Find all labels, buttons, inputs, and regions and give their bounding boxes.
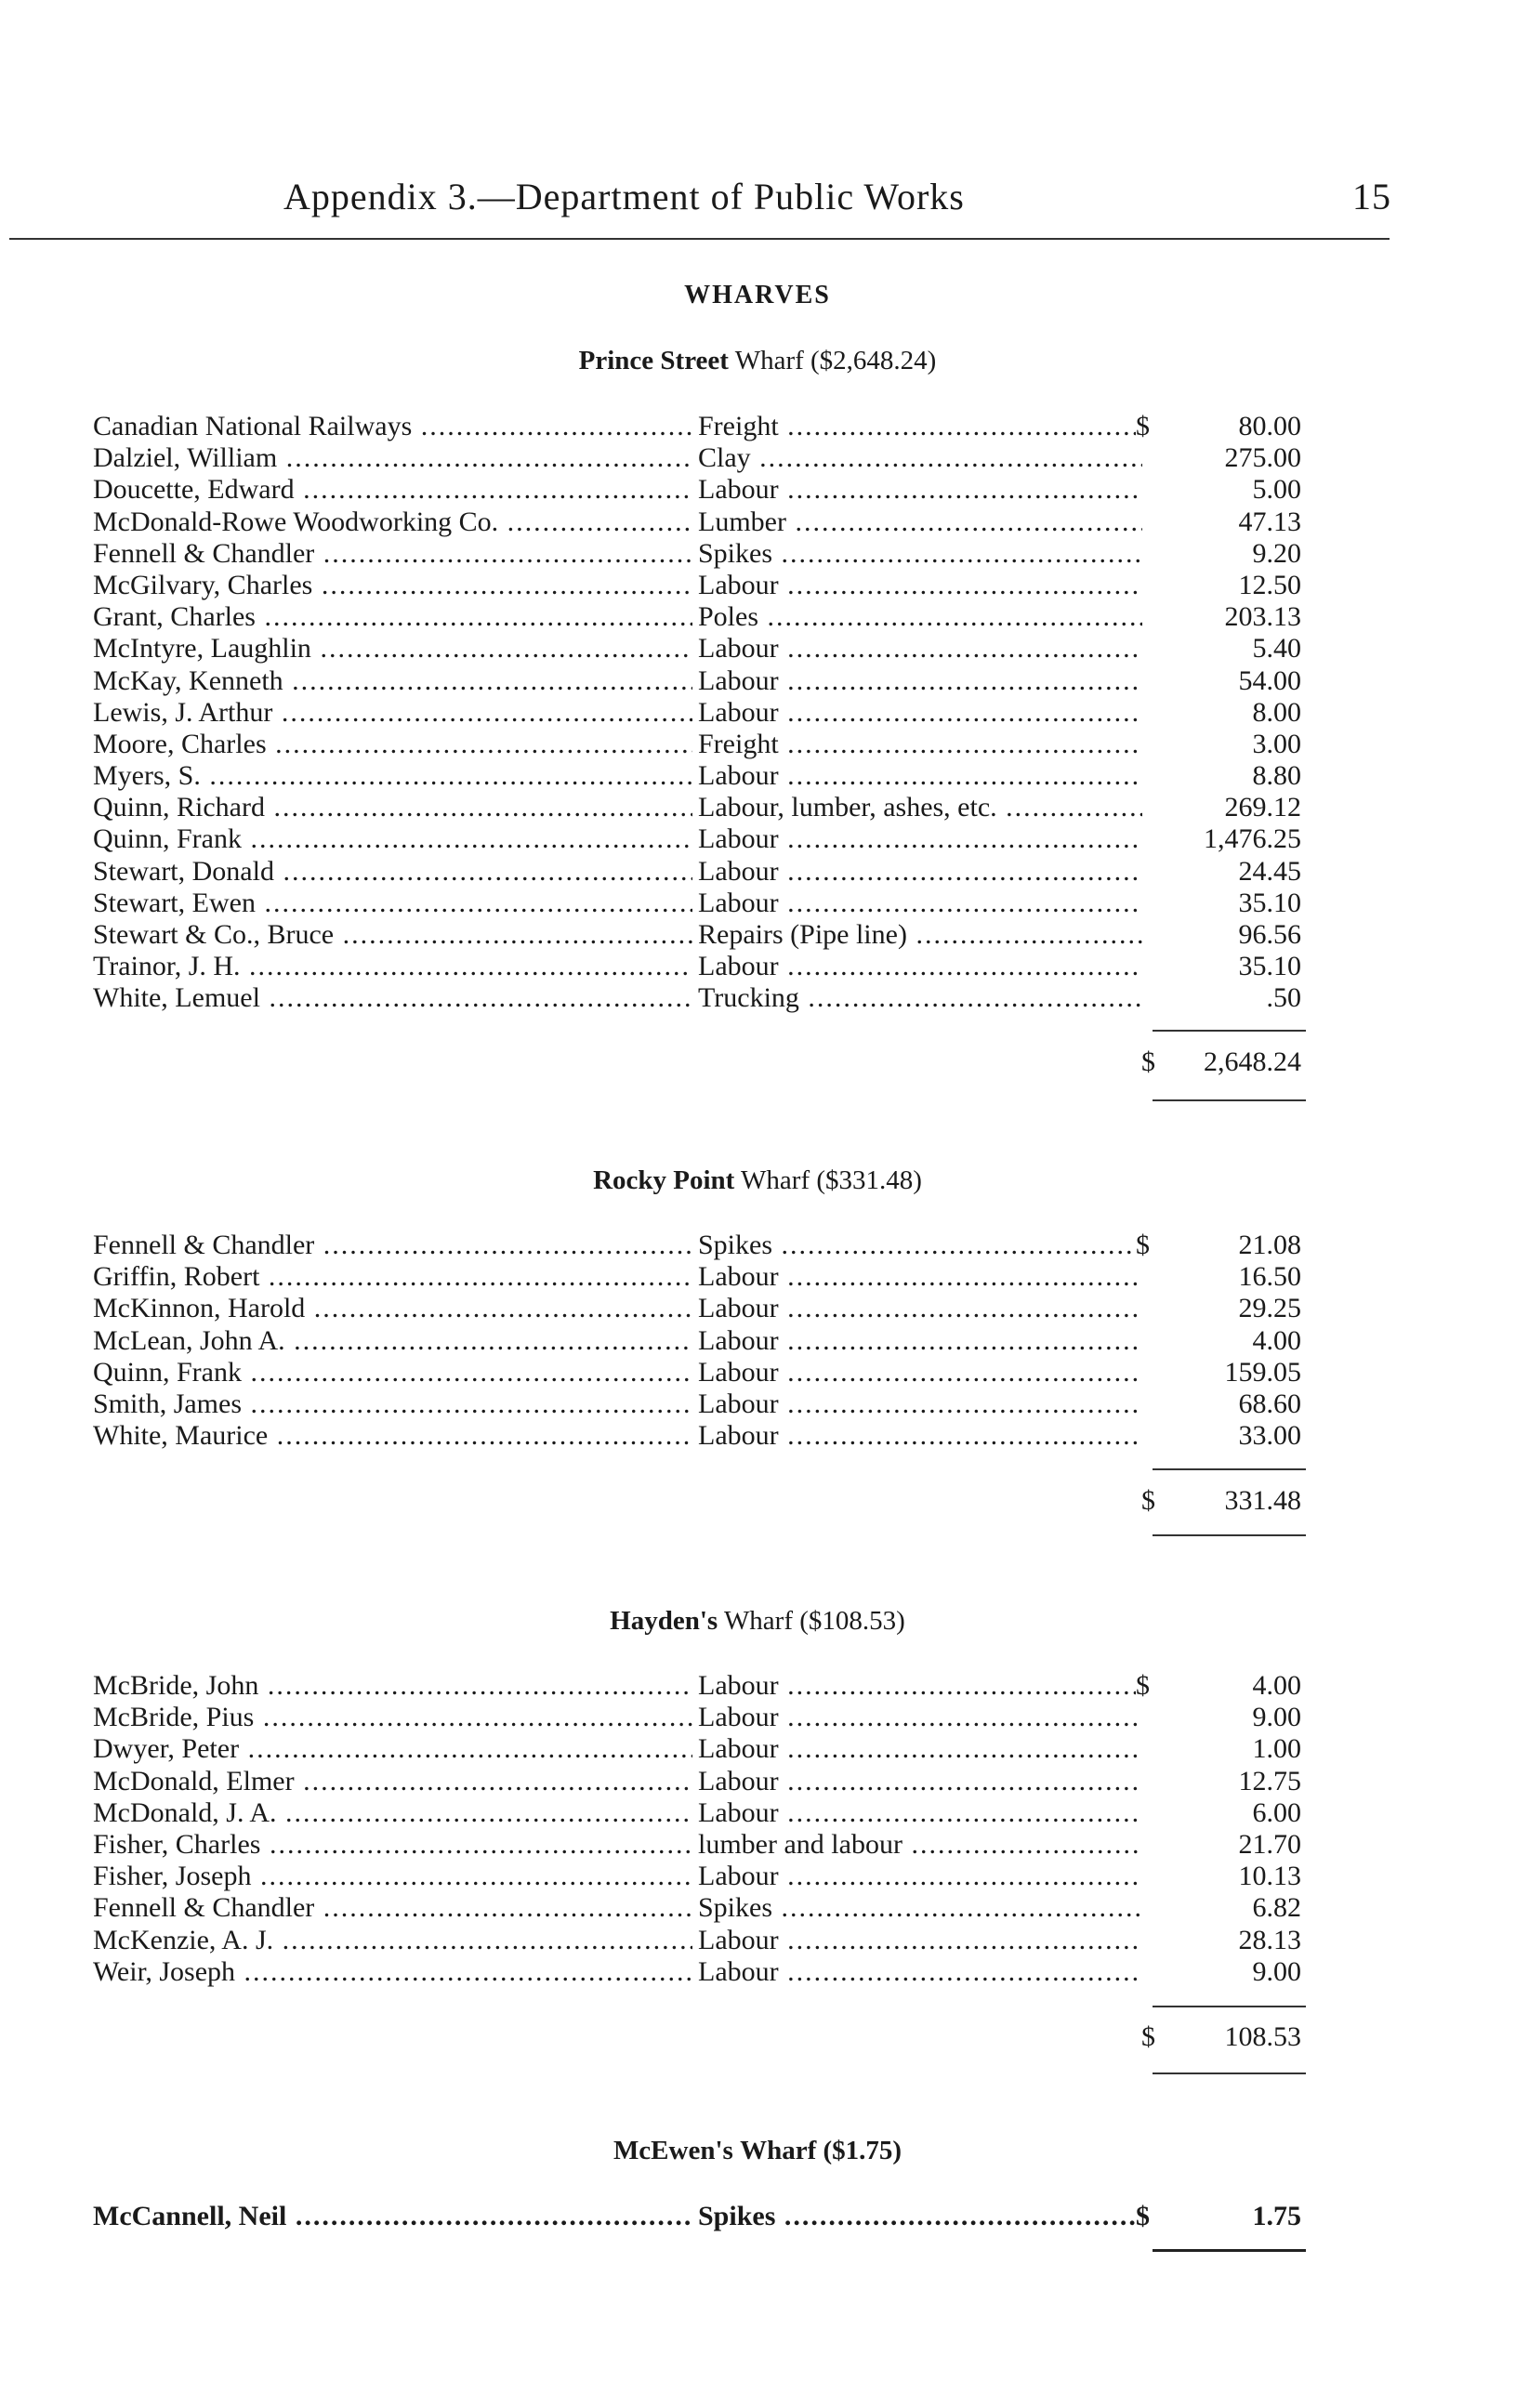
- payee-name: Quinn, Richard .....: [93, 792, 697, 823]
- section-amount: ($331.48): [816, 1165, 922, 1195]
- table-row: [0, 1829, 1515, 1861]
- amount-value: 1,476.25: [1162, 823, 1301, 855]
- table-row: [0, 633, 1515, 665]
- payee-name: McBride, Pius .....: [93, 1702, 697, 1733]
- amount-value: 29.25: [1162, 1293, 1301, 1324]
- amount-value: 1.75: [1162, 2201, 1301, 2232]
- table-row: [0, 2201, 1515, 2232]
- payee-name: White, Lemuel .....: [93, 982, 697, 1014]
- payee-name: McKenzie, A. J. .....: [93, 1925, 697, 1956]
- payee-name: Fisher, Joseph .....: [93, 1861, 697, 1892]
- amount-value: 35.10: [1162, 951, 1301, 982]
- item-description: Freight .....: [692, 411, 1142, 442]
- item-description: Labour .....: [692, 1702, 1142, 1733]
- item-description: Spikes .....: [692, 2201, 1142, 2232]
- payee-name: Myers, S. .....: [93, 760, 697, 792]
- dollar-sign: $: [1136, 411, 1162, 442]
- item-description: Labour .....: [692, 1733, 1142, 1765]
- total-rule: [1153, 1534, 1306, 1536]
- total-amount: 331.48: [1224, 1485, 1301, 1516]
- total-rule: [1153, 1099, 1306, 1101]
- dollar-sign: $: [1141, 1485, 1155, 1516]
- item-description: Labour .....: [692, 1388, 1142, 1420]
- amount-value: 21.08: [1162, 1230, 1301, 1261]
- amount-value: 159.05: [1162, 1357, 1301, 1388]
- amount-value: 6.00: [1162, 1797, 1301, 1829]
- amount-value: 54.00: [1162, 665, 1301, 697]
- payee-name: McDonald, Elmer .....: [93, 1766, 697, 1797]
- item-description: Labour .....: [692, 1766, 1142, 1797]
- item-description: Labour .....: [692, 474, 1142, 506]
- item-description: Labour .....: [692, 570, 1142, 601]
- amount-value: 16.50: [1162, 1261, 1301, 1293]
- item-description: Labour .....: [692, 665, 1142, 697]
- table-row: [0, 474, 1515, 506]
- item-description: lumber and labour .....: [692, 1829, 1142, 1861]
- amount-value: 4.00: [1162, 1670, 1301, 1702]
- item-description: Lumber .....: [692, 507, 1142, 538]
- item-description: Labour .....: [692, 1956, 1142, 1988]
- item-description: Labour .....: [692, 823, 1142, 855]
- item-description: Labour, lumber, ashes, etc. .....: [692, 792, 1142, 823]
- total-amount: 2,648.24: [1204, 1046, 1301, 1077]
- amount-value: 68.60: [1162, 1388, 1301, 1420]
- main-heading: WHARVES: [684, 281, 831, 309]
- amount-value: 28.13: [1162, 1925, 1301, 1956]
- section-title: [0, 1606, 1515, 1637]
- item-description: Labour .....: [692, 1325, 1142, 1357]
- payee-name: White, Maurice .....: [93, 1420, 697, 1452]
- payee-name: McDonald, J. A. .....: [93, 1797, 697, 1829]
- section-total: [1141, 1046, 1301, 1079]
- dollar-sign: $: [1141, 1046, 1155, 1077]
- section-title: [0, 346, 1515, 376]
- subtotal-rule: [1153, 2006, 1306, 2007]
- item-description: Freight .....: [692, 729, 1142, 760]
- amount-value: 203.13: [1162, 601, 1301, 633]
- item-description: Labour .....: [692, 1420, 1142, 1452]
- table-row: [0, 1293, 1515, 1324]
- table-row: [0, 1230, 1515, 1261]
- item-description: Spikes .....: [692, 538, 1142, 570]
- payee-name: Doucette, Edward .....: [93, 474, 697, 506]
- table-row: [0, 823, 1515, 855]
- table-row: [0, 1702, 1515, 1733]
- amount-value: 10.13: [1162, 1861, 1301, 1892]
- payee-name: Grant, Charles .....: [93, 601, 697, 633]
- payee-name: Dwyer, Peter .....: [93, 1733, 697, 1765]
- total-amount: 108.53: [1224, 2021, 1301, 2052]
- subtotal-rule: [1153, 1030, 1306, 1032]
- section-total: [1141, 2020, 1301, 2054]
- payee-name: McKay, Kenneth .....: [93, 665, 697, 697]
- table-row: [0, 919, 1515, 951]
- amount-value: 269.12: [1162, 792, 1301, 823]
- table-row: [0, 601, 1515, 633]
- dollar-sign: $: [1141, 2021, 1155, 2052]
- item-description: Labour .....: [692, 951, 1142, 982]
- amount-value: 5.00: [1162, 474, 1301, 506]
- payee-name: Stewart & Co., Bruce .....: [93, 919, 697, 951]
- payee-name: Stewart, Donald .....: [93, 856, 697, 888]
- payee-name: Moore, Charles .....: [93, 729, 697, 760]
- amount-value: 80.00: [1162, 411, 1301, 442]
- amount-value: 4.00: [1162, 1325, 1301, 1357]
- header-rule: [9, 238, 1390, 240]
- payee-name: Lewis, J. Arthur .....: [93, 697, 697, 729]
- table-row: [0, 1733, 1515, 1765]
- table-row: [0, 1766, 1515, 1797]
- section-name: Rocky Point: [593, 1165, 735, 1195]
- table-row: [0, 1670, 1515, 1702]
- section-name: Hayden's: [610, 1606, 718, 1636]
- amount-value: 12.50: [1162, 570, 1301, 601]
- dollar-sign: $: [1136, 2201, 1162, 2232]
- item-description: Labour .....: [692, 760, 1142, 792]
- section-suffix: Wharf: [740, 2136, 817, 2165]
- item-description: Labour .....: [692, 1261, 1142, 1293]
- section-title: [0, 1165, 1515, 1196]
- amount-value: 96.56: [1162, 919, 1301, 951]
- table-row: [0, 1797, 1515, 1829]
- payee-name: Canadian National Railways .....: [93, 411, 697, 442]
- amount-value: 33.00: [1162, 1420, 1301, 1452]
- total-rule: [1153, 2072, 1306, 2074]
- amount-value: 1.00: [1162, 1733, 1301, 1765]
- section-amount: ($1.75): [823, 2136, 902, 2165]
- section-name: McEwen's: [613, 2136, 733, 2165]
- payee-name: Fennell & Chandler .....: [93, 1892, 697, 1924]
- table-row: [0, 570, 1515, 601]
- amount-value: 47.13: [1162, 507, 1301, 538]
- table-row: [0, 951, 1515, 982]
- section-amount: ($2,648.24): [810, 346, 937, 375]
- payee-name: McBride, John .....: [93, 1670, 697, 1702]
- section-total: [1141, 1484, 1301, 1518]
- table-row: [0, 507, 1515, 538]
- item-description: Poles .....: [692, 601, 1142, 633]
- amount-value: 3.00: [1162, 729, 1301, 760]
- table-row: [0, 1925, 1515, 1956]
- payee-name: Stewart, Ewen .....: [93, 888, 697, 919]
- payee-name: McDonald-Rowe Woodworking Co. .....: [93, 507, 697, 538]
- amount-value: 24.45: [1162, 856, 1301, 888]
- item-description: Labour .....: [692, 1925, 1142, 1956]
- table-row: [0, 1388, 1515, 1420]
- payee-name: McGilvary, Charles .....: [93, 570, 697, 601]
- payee-name: Griffin, Robert .....: [93, 1261, 697, 1293]
- section-suffix: Wharf: [734, 346, 804, 375]
- item-description: Labour .....: [692, 1797, 1142, 1829]
- amount-value: 9.00: [1162, 1702, 1301, 1733]
- section-rows: [0, 1670, 1515, 1988]
- dollar-sign: $: [1136, 1670, 1162, 1702]
- payee-name: Weir, Joseph .....: [93, 1956, 697, 1988]
- section-amount: ($108.53): [799, 1606, 905, 1636]
- amount-value: .50: [1162, 982, 1301, 1014]
- item-description: Repairs (Pipe line) .....: [692, 919, 1142, 951]
- table-row: [0, 1325, 1515, 1357]
- amount-value: 5.40: [1162, 633, 1301, 665]
- payee-name: Quinn, Frank .....: [93, 823, 697, 855]
- payee-name: McIntyre, Laughlin .....: [93, 633, 697, 665]
- table-row: [0, 760, 1515, 792]
- running-head: [0, 167, 1515, 223]
- subtotal-rule: [1153, 1468, 1306, 1470]
- amount-value: 8.80: [1162, 760, 1301, 792]
- payee-name: McCannell, Neil .....: [93, 2201, 697, 2232]
- amount-value: 8.00: [1162, 697, 1301, 729]
- payee-name: Smith, James .....: [93, 1388, 697, 1420]
- payee-name: Fennell & Chandler .....: [93, 538, 697, 570]
- table-row: [0, 792, 1515, 823]
- table-row: [0, 729, 1515, 760]
- section-rows: [0, 411, 1515, 1015]
- table-row: [0, 982, 1515, 1014]
- amount-value: 275.00: [1162, 442, 1301, 474]
- item-description: Labour .....: [692, 856, 1142, 888]
- table-row: [0, 888, 1515, 919]
- section-suffix: Wharf: [723, 1606, 793, 1636]
- item-description: Clay .....: [692, 442, 1142, 474]
- dollar-sign: $: [1136, 1230, 1162, 1261]
- table-row: [0, 697, 1515, 729]
- table-row: [0, 1861, 1515, 1892]
- item-description: Spikes .....: [692, 1230, 1142, 1261]
- table-row: [0, 538, 1515, 570]
- table-row: [0, 1956, 1515, 1988]
- section-rows: [0, 1230, 1515, 1452]
- amount-value: 35.10: [1162, 888, 1301, 919]
- table-row: [0, 856, 1515, 888]
- item-description: Labour .....: [692, 633, 1142, 665]
- item-description: Labour .....: [692, 1293, 1142, 1324]
- table-row: [0, 665, 1515, 697]
- amount-value: 9.00: [1162, 1956, 1301, 1988]
- section-rows: [0, 2201, 1515, 2232]
- payee-name: Quinn, Frank .....: [93, 1357, 697, 1388]
- item-description: Labour .....: [692, 697, 1142, 729]
- item-description: Labour .....: [692, 1861, 1142, 1892]
- table-row: [0, 1420, 1515, 1452]
- item-description: Labour .....: [692, 888, 1142, 919]
- amount-value: 12.75: [1162, 1766, 1301, 1797]
- running-head-title: Appendix 3.—Department of Public Works: [283, 176, 965, 217]
- item-description: Spikes .....: [692, 1892, 1142, 1924]
- item-description: Labour .....: [692, 1670, 1142, 1702]
- section-title: [0, 2136, 1515, 2166]
- table-row: [0, 1892, 1515, 1924]
- section-name: Prince Street: [578, 346, 729, 375]
- total-rule: [1153, 2249, 1306, 2252]
- item-description: Trucking .....: [692, 982, 1142, 1014]
- section-suffix: Wharf: [741, 1165, 810, 1195]
- amount-value: 9.20: [1162, 538, 1301, 570]
- page-number: 15: [1352, 176, 1391, 217]
- item-description: Labour .....: [692, 1357, 1142, 1388]
- payee-name: Trainor, J. H. .....: [93, 951, 697, 982]
- table-row: [0, 442, 1515, 474]
- payee-name: McKinnon, Harold .....: [93, 1293, 697, 1324]
- payee-name: Fennell & Chandler .....: [93, 1230, 697, 1261]
- table-row: [0, 411, 1515, 442]
- payee-name: Dalziel, William .....: [93, 442, 697, 474]
- table-row: [0, 1261, 1515, 1293]
- amount-value: 6.82: [1162, 1892, 1301, 1924]
- amount-value: 21.70: [1162, 1829, 1301, 1861]
- table-row: [0, 1357, 1515, 1388]
- payee-name: Fisher, Charles .....: [93, 1829, 697, 1861]
- payee-name: McLean, John A. .....: [93, 1325, 697, 1357]
